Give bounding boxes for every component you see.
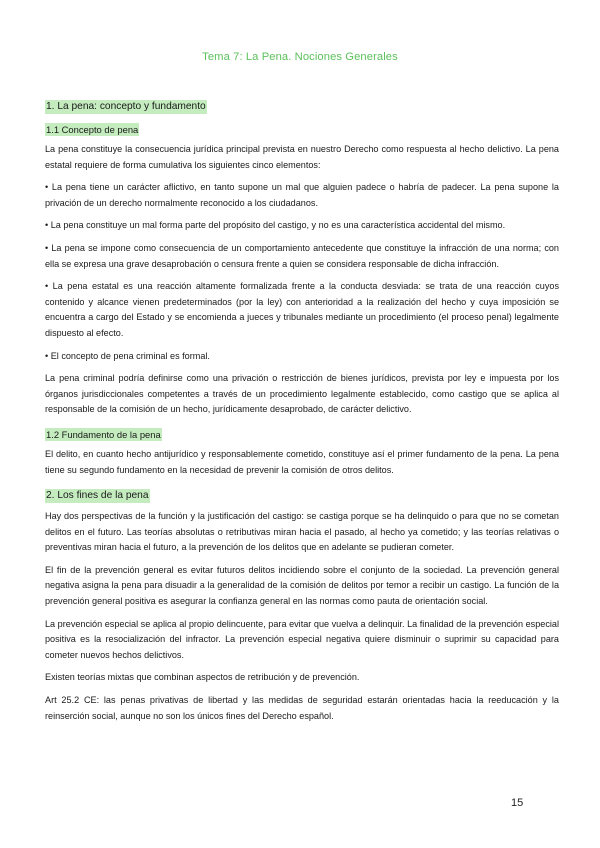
section-1-1-heading: 1.1 Concepto de pena bbox=[46, 124, 139, 135]
paragraph: La prevención especial se aplica al propio delincuente, para evitar que vuelva a delinquir. La finalidad de la prevención especial positiva es la resocialización del infractor. La prevención especial negativa quiere disminuir o suprimir su capacidad para cometer nuevos hechos delictivos. bbox=[45, 618, 559, 660]
bullet-item: • La pena tiene un carácter aflictivo, en tanto supone un mal que alguien padece o habría de padecer. La pena supone la privación de un derecho normalmente reconocido a los ciudadanos. bbox=[45, 182, 559, 208]
paragraph: El delito, en cuanto hecho antijurídico y responsablemente cometido, constituye así el primer fundamento de la pena. La pena tiene su segundo fundamento en la necesidad de prevenir la comisión de otros delitos. bbox=[45, 448, 559, 475]
paragraph: La pena constituye la consecuencia jurídica principal prevista en nuestro Derecho como respuesta al hecho delictivo. La pena estatal requiere de forma cumulativa los siguientes cinco elementos: bbox=[45, 144, 559, 170]
page-number: 15 bbox=[511, 797, 524, 809]
paragraph: Hay dos perspectivas de la función y la justificación del castigo: se castiga porque se ha delinquido o para que no se cometan delitos en el futuro. Las teorías absolutas o retributivas miran hacia el pasado, al hecho ya cometido; y las teorías relativas o preventivas miran hacia el futuro, a la prevención de los delitos que en adelante se pudieran cometer. bbox=[45, 511, 559, 553]
section-1-2-heading: 1.2 Fundamento de la pena bbox=[46, 428, 161, 440]
bullet-item: • La pena estatal es una reacción altamente formalizada frente a la conducta desviada: se trata de una reacción cuyos contenido y alcance vienen predeterminados (por la ley) con anterioridad a la realización del hecho y cuya imposición se encuentra a cargo del Estado y se encomienda a jueces y tribunales mediante un procedimiento (el proceso penal) legalmente dispuesto al efecto. bbox=[45, 281, 559, 338]
paragraph: Existen teorías mixtas que combinan aspectos de retribución y de prevención. bbox=[45, 672, 360, 683]
paragraph: La pena criminal podría definirse como una privación o restricción de bienes jurídicos, prevista por ley e impuesta por los órganos jurisdiccionales competentes a través de un procedimiento legalmente establecido, como castigo que se aplica al responsable de la comisión de un hecho, jurídicamente desaprobado, de carácter delictivo. bbox=[45, 373, 559, 415]
section-1-heading: 1. La pena: concepto y fundamento bbox=[46, 101, 206, 112]
document-title: Tema 7: La Pena. Nociones Generales bbox=[202, 51, 398, 63]
section-2-heading: 2. Los fines de la pena bbox=[46, 490, 149, 502]
document-body bbox=[45, 96, 559, 731]
paragraph: Art 25.2 CE: las penas privativas de libertad y las medidas de seguridad estarán orientadas hacia la reeducación y la reinserción social, aunque no son los únicos fines del Derecho español. bbox=[45, 695, 559, 721]
bullet-item: • La pena se impone como consecuencia de un comportamiento antecedente que constituye la infracción de una norma; con ella se expresa una grave desaprobación o censura frente a quien se considera responsable de dicha infracción. bbox=[45, 242, 559, 269]
bullet-item: • La pena constituye un mal forma parte del propósito del castigo, y no es una característica accidental del mismo. bbox=[45, 220, 506, 231]
paragraph: El fin de la prevención general es evitar futuros delitos incidiendo sobre el conjunto de la sociedad. La prevención general negativa asigna la pena para disuadir a la generalidad de la comisión de delitos por temor a recibir un castigo. La función de la prevención general positiva es asegurar la confianza general en las normas como pauta de orientación social. bbox=[45, 564, 559, 607]
bullet-item: • El concepto de pena criminal es formal. bbox=[45, 350, 210, 361]
